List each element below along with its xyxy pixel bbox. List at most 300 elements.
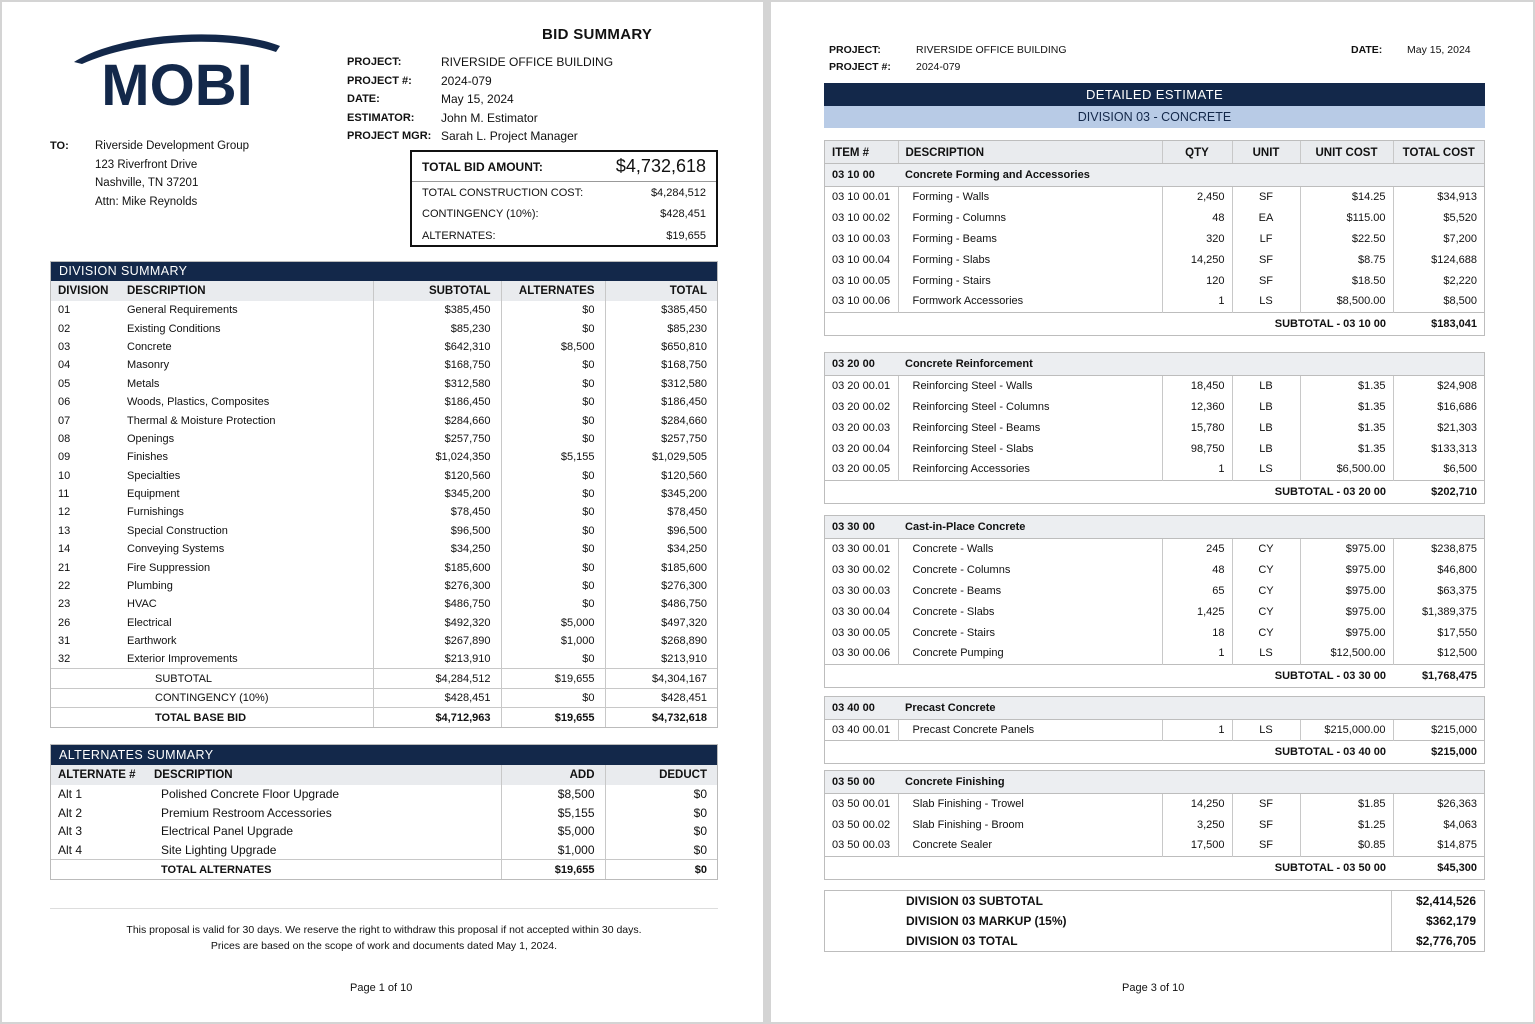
item-unit: SF bbox=[1232, 249, 1300, 270]
division-total: $312,580 bbox=[605, 375, 717, 393]
total-subtotal: $428,451 bbox=[373, 688, 501, 708]
item-unit: SF bbox=[1232, 835, 1300, 856]
col-item-number: ITEM # bbox=[832, 147, 870, 159]
table-row bbox=[825, 580, 1484, 601]
division-description: Earthwork bbox=[127, 635, 177, 648]
group-header-row bbox=[825, 516, 1484, 538]
item-number: 03 10 00.01 bbox=[832, 190, 891, 203]
item-description: Concrete - Columns bbox=[898, 559, 1162, 580]
alternate-number: Alt 4 bbox=[58, 842, 83, 857]
bid-row-value: $428,451 bbox=[660, 208, 706, 221]
item-total-cost: $14,875 bbox=[1393, 835, 1484, 856]
division-code: 11 bbox=[58, 488, 70, 501]
date-label: DATE: bbox=[347, 93, 380, 105]
project-number-value: 2024-079 bbox=[441, 73, 492, 88]
table-row bbox=[51, 785, 717, 804]
total-spacer bbox=[51, 688, 127, 708]
division-code: 09 bbox=[58, 451, 71, 464]
item-qty: 17,500 bbox=[1162, 835, 1232, 856]
alternate-number: Alt 1 bbox=[58, 787, 83, 802]
table-row bbox=[51, 356, 717, 374]
item-unit-cost: $12,500.00 bbox=[1300, 643, 1393, 664]
logo-wordmark: MOBI bbox=[101, 53, 253, 110]
item-description: Forming - Beams bbox=[898, 228, 1162, 249]
division-total: $85,230 bbox=[605, 319, 717, 337]
division-subtotal: $120,560 bbox=[373, 467, 501, 485]
division-subtotal: $78,450 bbox=[373, 503, 501, 521]
division-alternates: $0 bbox=[501, 301, 605, 319]
footer-line: Prices are based on the scope of work and documents dated May 1, 2024. bbox=[210, 939, 558, 952]
estimate-header-values bbox=[916, 42, 1067, 76]
estimator-label: ESTIMATOR: bbox=[347, 111, 415, 124]
division-subtotal: $96,500 bbox=[373, 522, 501, 540]
item-unit: EA bbox=[1232, 207, 1300, 228]
table-row bbox=[825, 270, 1484, 291]
division-description: Exterior Improvements bbox=[127, 653, 238, 666]
col-qty: QTY bbox=[1162, 141, 1232, 165]
item-description: Reinforcing Steel - Walls bbox=[898, 375, 1162, 396]
item-description: Slab Finishing - Trowel bbox=[898, 793, 1162, 814]
table-row bbox=[825, 207, 1484, 228]
col-deduct: DEDUCT bbox=[605, 765, 717, 785]
item-unit: SF bbox=[1232, 270, 1300, 291]
item-description: Reinforcing Steel - Beams bbox=[898, 417, 1162, 438]
total-label: CONTINGENCY (10%) bbox=[127, 688, 373, 708]
division-description: Furnishings bbox=[127, 506, 184, 519]
item-number: 03 40 00.01 bbox=[832, 723, 891, 736]
division-description: Special Construction bbox=[127, 524, 228, 537]
project-info-values bbox=[441, 53, 613, 146]
date-value: May 15, 2024 bbox=[1407, 44, 1471, 56]
division-description: Concrete bbox=[127, 340, 172, 353]
project-info-labels bbox=[347, 53, 431, 146]
table-row bbox=[825, 559, 1484, 580]
item-qty: 12,360 bbox=[1162, 396, 1232, 417]
item-unit-cost: $0.85 bbox=[1300, 835, 1393, 856]
table-row bbox=[51, 485, 717, 503]
detailed-estimate-page bbox=[771, 2, 1533, 1022]
table-row bbox=[825, 186, 1484, 207]
total-row bbox=[51, 859, 717, 879]
division-alternates: $0 bbox=[501, 375, 605, 393]
item-qty: 48 bbox=[1162, 207, 1232, 228]
division-code: 01 bbox=[58, 304, 71, 317]
division-description: Metals bbox=[127, 377, 160, 390]
item-qty: 1 bbox=[1162, 459, 1232, 480]
col-description: DESCRIPTION bbox=[127, 285, 206, 297]
alternate-deduct: $0 bbox=[605, 804, 717, 823]
total-alternates-deduct: $0 bbox=[605, 859, 717, 879]
division-code: 31 bbox=[58, 635, 71, 648]
group-header-row bbox=[825, 771, 1484, 793]
item-total-cost: $26,363 bbox=[1393, 793, 1484, 814]
item-qty: 18,450 bbox=[1162, 375, 1232, 396]
division-description: Conveying Systems bbox=[127, 543, 225, 556]
company-logo bbox=[70, 28, 285, 110]
division-code: 32 bbox=[58, 653, 71, 666]
total-alternates: $19,655 bbox=[501, 669, 605, 689]
table-row bbox=[51, 393, 717, 411]
total-label: SUBTOTAL bbox=[127, 669, 373, 689]
item-total-cost: $124,688 bbox=[1393, 249, 1484, 270]
division-code: 21 bbox=[58, 561, 71, 574]
summary-value: $2,414,526 bbox=[1391, 891, 1484, 911]
item-total-cost: $6,500 bbox=[1393, 459, 1484, 480]
item-unit: CY bbox=[1232, 580, 1300, 601]
division-total: $78,450 bbox=[605, 503, 717, 521]
total-total: $4,732,618 bbox=[605, 708, 717, 728]
table-row bbox=[825, 643, 1484, 664]
division-code: 26 bbox=[58, 616, 71, 629]
footer-divider bbox=[50, 908, 718, 909]
item-description: Forming - Walls bbox=[898, 186, 1162, 207]
table-row bbox=[825, 396, 1484, 417]
item-unit-cost: $1.35 bbox=[1300, 375, 1393, 396]
table-row bbox=[51, 467, 717, 485]
item-number: 03 10 00.04 bbox=[832, 253, 891, 266]
col-alt-description: DESCRIPTION bbox=[154, 769, 233, 781]
item-total-cost: $24,908 bbox=[1393, 375, 1484, 396]
table-row bbox=[51, 650, 717, 668]
item-number: 03 10 00.05 bbox=[832, 274, 891, 287]
group-header-row bbox=[825, 353, 1484, 375]
table-row bbox=[825, 228, 1484, 249]
division-total: $120,560 bbox=[605, 467, 717, 485]
item-total-cost: $133,313 bbox=[1393, 438, 1484, 459]
col-total-cost: TOTAL COST bbox=[1393, 141, 1484, 165]
total-total: $428,451 bbox=[605, 688, 717, 708]
division-alternates: $5,155 bbox=[501, 448, 605, 466]
table-row bbox=[51, 375, 717, 393]
item-unit: CY bbox=[1232, 601, 1300, 622]
item-number: 03 30 00.04 bbox=[832, 605, 891, 618]
item-unit-cost: $1.25 bbox=[1300, 814, 1393, 835]
division-alternates: $5,000 bbox=[501, 614, 605, 632]
item-unit-cost: $18.50 bbox=[1300, 270, 1393, 291]
item-qty: 14,250 bbox=[1162, 793, 1232, 814]
page-number: Page 1 of 10 bbox=[350, 982, 413, 994]
item-total-cost: $34,913 bbox=[1393, 186, 1484, 207]
item-description: Concrete - Slabs bbox=[898, 601, 1162, 622]
subtotal-label: SUBTOTAL - 03 50 00 bbox=[825, 856, 1393, 879]
division-subtotal: $1,024,350 bbox=[373, 448, 501, 466]
division-subtotal: $345,200 bbox=[373, 485, 501, 503]
proposal-footer-note bbox=[50, 923, 718, 954]
division-code: 14 bbox=[58, 543, 71, 556]
item-total-cost: $238,875 bbox=[1393, 538, 1484, 559]
estimator-value: John M. Estimator bbox=[441, 110, 538, 125]
division-alternates: $0 bbox=[501, 485, 605, 503]
table-row bbox=[51, 614, 717, 632]
division-alternates: $0 bbox=[501, 577, 605, 595]
project-value: RIVERSIDE OFFICE BUILDING bbox=[916, 44, 1067, 56]
item-total-cost: $21,303 bbox=[1393, 417, 1484, 438]
table-row bbox=[825, 719, 1484, 740]
division-description: Woods, Plastics, Composites bbox=[127, 396, 270, 409]
division-total: $168,750 bbox=[605, 356, 717, 374]
subtotal-row bbox=[825, 480, 1484, 503]
item-qty: 65 bbox=[1162, 580, 1232, 601]
item-unit: CY bbox=[1232, 538, 1300, 559]
total-label: TOTAL BASE BID bbox=[127, 708, 373, 728]
division-description: Openings bbox=[127, 432, 175, 445]
division-subtotal: $168,750 bbox=[373, 356, 501, 374]
bid-row-value: $4,284,512 bbox=[650, 186, 706, 199]
item-qty: 18 bbox=[1162, 622, 1232, 643]
col-total: TOTAL bbox=[605, 281, 717, 301]
table-row bbox=[51, 540, 717, 558]
item-unit: LS bbox=[1232, 643, 1300, 664]
division-total: $34,250 bbox=[605, 540, 717, 558]
item-qty: 1 bbox=[1162, 291, 1232, 312]
item-qty: 320 bbox=[1162, 228, 1232, 249]
subtotal-label: SUBTOTAL - 03 20 00 bbox=[825, 480, 1393, 503]
item-unit-cost: $1.35 bbox=[1300, 417, 1393, 438]
col-alternates: ALTERNATES bbox=[501, 281, 605, 301]
recipient-line: Attn: Mike Reynolds bbox=[95, 195, 198, 208]
alternate-add: $1,000 bbox=[501, 841, 605, 860]
alternates-summary-table bbox=[50, 744, 718, 880]
division-description: Electrical bbox=[127, 616, 172, 629]
project-value: RIVERSIDE OFFICE BUILDING bbox=[441, 55, 614, 69]
division-total: $486,750 bbox=[605, 595, 717, 613]
footer-line: This proposal is valid for 30 days. We reserve the right to withdraw this proposal if not accepted within 30 days. bbox=[126, 924, 642, 936]
item-unit: CY bbox=[1232, 622, 1300, 643]
estimate-group bbox=[824, 163, 1485, 336]
item-total-cost: $1,389,375 bbox=[1393, 601, 1484, 622]
division-alternates: $0 bbox=[501, 467, 605, 485]
alternate-deduct: $0 bbox=[605, 785, 717, 804]
division-total: $268,890 bbox=[605, 632, 717, 650]
item-number: 03 50 00.02 bbox=[832, 818, 891, 831]
total-spacer bbox=[51, 859, 154, 879]
item-qty: 3,250 bbox=[1162, 814, 1232, 835]
subtotal-value: $1,768,475 bbox=[1393, 664, 1484, 687]
col-unit: UNIT bbox=[1232, 141, 1300, 165]
bid-row-value: $19,655 bbox=[666, 229, 706, 242]
total-alternates: $0 bbox=[501, 688, 605, 708]
page-number: Page 3 of 10 bbox=[1122, 982, 1185, 994]
division-code: 04 bbox=[58, 359, 71, 372]
division-code: 12 bbox=[58, 506, 71, 519]
subtotal-row bbox=[825, 312, 1484, 335]
item-qty: 14,250 bbox=[1162, 249, 1232, 270]
table-row bbox=[51, 503, 717, 521]
item-number: 03 20 00.03 bbox=[832, 421, 891, 434]
alternate-description: Electrical Panel Upgrade bbox=[161, 824, 294, 839]
item-unit-cost: $975.00 bbox=[1300, 601, 1393, 622]
item-description: Forming - Columns bbox=[898, 207, 1162, 228]
division-alternates: $0 bbox=[501, 650, 605, 668]
item-qty: 1 bbox=[1162, 643, 1232, 664]
date-value: May 15, 2024 bbox=[441, 92, 514, 106]
table-row bbox=[825, 438, 1484, 459]
table-row bbox=[51, 411, 717, 429]
summary-value: $2,776,705 bbox=[1391, 931, 1484, 951]
alternate-add: $8,500 bbox=[501, 785, 605, 804]
division-description: Plumbing bbox=[127, 580, 173, 593]
item-unit: LS bbox=[1232, 719, 1300, 740]
item-unit-cost: $8.75 bbox=[1300, 249, 1393, 270]
item-unit: LF bbox=[1232, 228, 1300, 249]
division-total: $186,450 bbox=[605, 393, 717, 411]
division-subtotal: $486,750 bbox=[373, 595, 501, 613]
division-description: Fire Suppression bbox=[127, 561, 211, 574]
division-total: $1,029,505 bbox=[605, 448, 717, 466]
division-subtotal: $492,320 bbox=[373, 614, 501, 632]
item-unit-cost: $215,000.00 bbox=[1300, 719, 1393, 740]
division-description: Specialties bbox=[127, 469, 181, 482]
division-alternates: $0 bbox=[501, 411, 605, 429]
alternate-description: Site Lighting Upgrade bbox=[161, 842, 277, 857]
table-row bbox=[51, 301, 717, 319]
division-code: 13 bbox=[58, 524, 71, 537]
division-alternates: $0 bbox=[501, 319, 605, 337]
item-description: Forming - Slabs bbox=[898, 249, 1162, 270]
item-unit: CY bbox=[1232, 559, 1300, 580]
division-subtotal: $185,600 bbox=[373, 558, 501, 576]
summary-label: DIVISION 03 SUBTOTAL bbox=[906, 894, 1043, 908]
bid-row-label: TOTAL CONSTRUCTION COST: bbox=[422, 186, 584, 199]
division-total: $185,600 bbox=[605, 558, 717, 576]
table-row bbox=[51, 338, 717, 356]
alternate-deduct: $0 bbox=[605, 822, 717, 841]
project-label: PROJECT: bbox=[347, 56, 402, 68]
total-alternates-label: TOTAL ALTERNATES bbox=[154, 859, 501, 879]
table-row bbox=[51, 522, 717, 540]
division-total: $213,910 bbox=[605, 650, 717, 668]
total-row bbox=[51, 708, 717, 728]
table-row bbox=[825, 835, 1484, 856]
division-subtotal: $642,310 bbox=[373, 338, 501, 356]
division-total: $96,500 bbox=[605, 522, 717, 540]
division-total: $497,320 bbox=[605, 614, 717, 632]
item-number: 03 30 00.03 bbox=[832, 584, 891, 597]
item-unit: LB bbox=[1232, 438, 1300, 459]
alternate-number: Alt 3 bbox=[58, 824, 83, 839]
summary-spacer bbox=[825, 891, 898, 911]
division-description: General Requirements bbox=[127, 304, 238, 317]
item-number: 03 30 00.06 bbox=[832, 647, 891, 660]
item-total-cost: $5,520 bbox=[1393, 207, 1484, 228]
division-code: 10 bbox=[58, 469, 71, 482]
division-total: $345,200 bbox=[605, 485, 717, 503]
division-subtotal: $85,230 bbox=[373, 319, 501, 337]
total-bid-value: $4,732,618 bbox=[615, 156, 706, 176]
division-description: Finishes bbox=[127, 451, 168, 464]
item-unit-cost: $6,500.00 bbox=[1300, 459, 1393, 480]
item-qty: 120 bbox=[1162, 270, 1232, 291]
item-qty: 1,425 bbox=[1162, 601, 1232, 622]
item-unit: SF bbox=[1232, 814, 1300, 835]
item-qty: 48 bbox=[1162, 559, 1232, 580]
table-row bbox=[51, 319, 717, 337]
table-row bbox=[51, 822, 717, 841]
group-code: 03 10 00 bbox=[825, 164, 898, 186]
division-alternates: $0 bbox=[501, 522, 605, 540]
item-total-cost: $8,500 bbox=[1393, 291, 1484, 312]
total-subtotal: $4,712,963 bbox=[373, 708, 501, 728]
table-row bbox=[825, 417, 1484, 438]
group-name: Concrete Finishing bbox=[898, 771, 1484, 793]
table-row bbox=[51, 804, 717, 823]
recipient-line: Nashville, TN 37201 bbox=[95, 177, 199, 189]
division-code: 02 bbox=[58, 322, 71, 335]
item-total-cost: $7,200 bbox=[1393, 228, 1484, 249]
item-total-cost: $12,500 bbox=[1393, 643, 1484, 664]
item-unit: LB bbox=[1232, 396, 1300, 417]
estimate-group bbox=[824, 515, 1485, 688]
division-summary-table bbox=[50, 261, 718, 728]
total-bid-label: TOTAL BID AMOUNT: bbox=[422, 159, 543, 174]
division-total: $650,810 bbox=[605, 338, 717, 356]
division-alternates: $0 bbox=[501, 430, 605, 448]
division-description: Thermal & Moisture Protection bbox=[127, 414, 276, 427]
item-description: Slab Finishing - Broom bbox=[898, 814, 1162, 835]
table-row bbox=[825, 375, 1484, 396]
subtotal-row bbox=[825, 856, 1484, 879]
item-description: Reinforcing Steel - Columns bbox=[898, 396, 1162, 417]
project-number-value: 2024-079 bbox=[916, 61, 961, 73]
table-row bbox=[825, 601, 1484, 622]
division-banner: DIVISION 03 - CONCRETE bbox=[824, 106, 1485, 128]
detailed-estimate-banner: DETAILED ESTIMATE bbox=[824, 83, 1485, 106]
project-label: PROJECT: bbox=[829, 44, 881, 56]
item-unit-cost: $115.00 bbox=[1300, 207, 1393, 228]
division-alternates: $8,500 bbox=[501, 338, 605, 356]
item-number: 03 20 00.05 bbox=[832, 463, 891, 476]
item-total-cost: $215,000 bbox=[1393, 719, 1484, 740]
table-row bbox=[825, 814, 1484, 835]
table-row bbox=[825, 459, 1484, 480]
bid-row-label: ALTERNATES: bbox=[422, 229, 496, 242]
subtotal-value: $215,000 bbox=[1393, 740, 1484, 763]
item-number: 03 50 00.03 bbox=[832, 839, 891, 852]
division-alternates: $0 bbox=[501, 356, 605, 374]
item-description: Concrete Pumping bbox=[898, 643, 1162, 664]
bid-amount-box bbox=[410, 150, 718, 247]
col-description: DESCRIPTION bbox=[898, 141, 1162, 165]
item-unit-cost: $8,500.00 bbox=[1300, 291, 1393, 312]
item-unit-cost: $1.85 bbox=[1300, 793, 1393, 814]
item-qty: 2,450 bbox=[1162, 186, 1232, 207]
subtotal-value: $202,710 bbox=[1393, 480, 1484, 503]
division-code: 08 bbox=[58, 432, 71, 445]
table-row bbox=[51, 448, 717, 466]
division-description: Equipment bbox=[127, 488, 180, 501]
group-name: Cast-in-Place Concrete bbox=[898, 516, 1484, 538]
table-row bbox=[51, 430, 717, 448]
division-subtotal: $267,890 bbox=[373, 632, 501, 650]
summary-row bbox=[825, 911, 1484, 931]
division-alternates: $0 bbox=[501, 503, 605, 521]
item-unit-cost: $1.35 bbox=[1300, 438, 1393, 459]
division-alternates: $1,000 bbox=[501, 632, 605, 650]
to-label: TO: bbox=[50, 140, 69, 152]
division-subtotal: $385,450 bbox=[373, 301, 501, 319]
item-total-cost: $17,550 bbox=[1393, 622, 1484, 643]
item-number: 03 20 00.04 bbox=[832, 442, 891, 455]
item-unit: SF bbox=[1232, 186, 1300, 207]
division-subtotal: $284,660 bbox=[373, 411, 501, 429]
item-description: Reinforcing Steel - Slabs bbox=[898, 438, 1162, 459]
project-manager-label: PROJECT MGR: bbox=[347, 130, 432, 142]
total-row bbox=[51, 669, 717, 689]
table-row bbox=[51, 577, 717, 595]
subtotal-value: $45,300 bbox=[1393, 856, 1484, 879]
item-qty: 245 bbox=[1162, 538, 1232, 559]
division-subtotal: $276,300 bbox=[373, 577, 501, 595]
